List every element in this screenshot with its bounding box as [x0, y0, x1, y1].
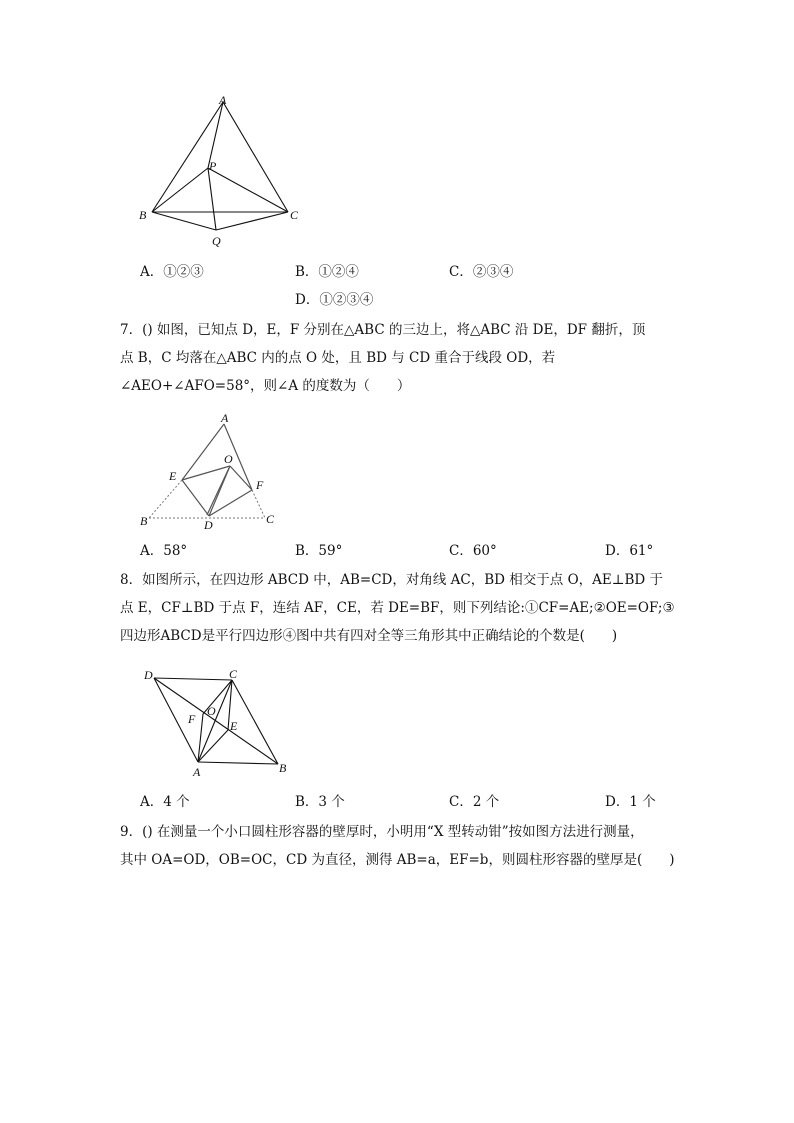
- q7-option-b[interactable]: [295, 541, 342, 561]
- q8-label-e: E: [230, 719, 238, 733]
- q6-segment-pq: [208, 168, 216, 230]
- q8-stem-line-1: 8．如图所示，在四边形 ABCD 中，AB=CD，对角线 AC，BD 相交于点 O，AE⊥BD 于: [120, 572, 663, 588]
- q8-segment-ac: [198, 680, 232, 762]
- q6-option-d-text: ①②③④: [319, 292, 374, 308]
- q8-option-d-text: 1 个: [629, 794, 656, 810]
- q8-label-a: A: [193, 765, 201, 779]
- q6-label-b: B: [139, 208, 147, 222]
- q7-option-d-text: 61°: [629, 543, 654, 559]
- q6-label-a: A: [219, 93, 227, 107]
- q6-label-q: Q: [212, 234, 221, 248]
- q6-option-a-letter: A．: [140, 264, 164, 280]
- q8-option-c-letter: C．: [449, 794, 473, 810]
- q8-option-b-text: 3 个: [318, 794, 345, 810]
- q8-stem-line-2: 点 E，CF⊥BD 于点 F，连结 AF，CE，若 DE=BF，则下列结论:①CF=AE;②OE=OF;③: [120, 600, 675, 616]
- q7-segment-fo: [230, 466, 252, 490]
- q6-segment-cq: [216, 212, 288, 230]
- q8-option-b-letter: B．: [295, 794, 319, 810]
- q8-label-b: B: [279, 761, 287, 775]
- q7-label-f: F: [256, 478, 264, 492]
- q7-segment-od-double: [207, 468, 229, 515]
- q6-segment-ab: [152, 102, 223, 212]
- q6-figure: [130, 92, 310, 252]
- q7-option-d-letter: D．: [605, 543, 630, 559]
- q8-label-o: O: [207, 704, 216, 718]
- q7-option-b-text: 59°: [318, 543, 343, 559]
- q7-label-a: A: [221, 411, 229, 425]
- q6-segment-ac: [223, 102, 288, 212]
- q8-segment-dc: [154, 678, 232, 680]
- q7-label-c: C: [266, 512, 275, 526]
- q6-option-d[interactable]: [295, 290, 373, 310]
- q7-stem-line-2: 点 B，C 均落在△ABC 内的点 O 处，且 BD 与 CD 重合于线段 OD，若: [120, 350, 556, 366]
- q7-stem-line-1: 7．() 如图，已知点 D，E，F 分别在△ABC 的三边上，将△ABC 沿 DE，DF 翻折，顶: [120, 322, 646, 338]
- q7-option-c[interactable]: [449, 541, 497, 561]
- q8-option-d[interactable]: [605, 792, 656, 812]
- q8-option-b[interactable]: [295, 792, 345, 812]
- q8-option-a[interactable]: [140, 792, 190, 812]
- q8-option-d-letter: D．: [605, 794, 630, 810]
- q9-stem-line-2: 其中 OA=OD，OB=OC，CD 为直径，测得 AB=a，EF=b，则圆柱形容器的壁厚是( ): [120, 852, 675, 868]
- q6-segment-bp: [152, 168, 208, 212]
- q6-option-d-letter: D．: [295, 292, 320, 308]
- q6-option-a-text: ①②③: [163, 264, 204, 280]
- q6-label-c: C: [290, 208, 299, 222]
- q7-figure: [135, 408, 285, 534]
- q7-option-b-letter: B．: [295, 543, 319, 559]
- q6-option-a[interactable]: [140, 262, 204, 282]
- q7-option-c-letter: C．: [449, 543, 473, 559]
- q6-option-c[interactable]: [449, 262, 513, 282]
- q8-label-f: F: [188, 712, 196, 726]
- q6-option-b[interactable]: [295, 262, 359, 282]
- q8-segment-db: [154, 678, 278, 764]
- q7-segment-fd: [209, 490, 252, 516]
- q7-dashed-eb: [149, 480, 182, 518]
- q8-stem-line-3: 四边形ABCD是平行四边形④图中共有四对全等三角形其中正确结论的个数是( ): [120, 628, 618, 644]
- q9-stem-line-1: 9．() 在测量一个小口圆柱形容器的壁厚时，小明用“X 型转动钳”按如图方法进行测量，: [120, 824, 644, 840]
- q7-segment-ed: [182, 480, 209, 516]
- q8-option-c[interactable]: [449, 792, 499, 812]
- q7-option-c-text: 60°: [472, 543, 497, 559]
- q8-label-c: C: [229, 667, 238, 681]
- q7-dashed-fc: [252, 490, 265, 518]
- q6-option-c-text: ②③④: [472, 264, 514, 280]
- q7-option-a-letter: A．: [140, 543, 164, 559]
- q7-stem-line-3: ∠AEO+∠AFO=58°，则∠A 的度数为（ ）: [120, 378, 411, 394]
- q7-segment-eo: [182, 466, 230, 480]
- q8-option-a-text: 4 个: [163, 794, 190, 810]
- q8-segment-ba: [198, 762, 278, 764]
- q7-option-d[interactable]: [605, 541, 653, 561]
- q6-option-b-text: ①②④: [318, 264, 359, 280]
- q8-figure: [140, 662, 300, 784]
- q7-label-o: O: [224, 452, 233, 466]
- q7-segment-ae: [182, 424, 224, 480]
- q8-segment-ae: [198, 730, 228, 762]
- q6-label-p: P: [209, 159, 217, 173]
- q8-segment-cb: [232, 680, 278, 764]
- q6-option-c-letter: C．: [449, 264, 473, 280]
- q6-option-b-letter: B．: [295, 264, 319, 280]
- q8-label-d: D: [144, 668, 153, 682]
- q6-segment-bq: [152, 212, 216, 230]
- q7-label-b: B: [140, 514, 148, 528]
- q7-label-e: E: [169, 469, 177, 483]
- q7-option-a-text: 58°: [163, 543, 188, 559]
- q7-label-d: D: [204, 518, 213, 532]
- q6-segment-cp: [208, 168, 288, 212]
- q8-option-c-text: 2 个: [472, 794, 500, 810]
- q7-option-a[interactable]: [140, 541, 187, 561]
- q8-option-a-letter: A．: [140, 794, 164, 810]
